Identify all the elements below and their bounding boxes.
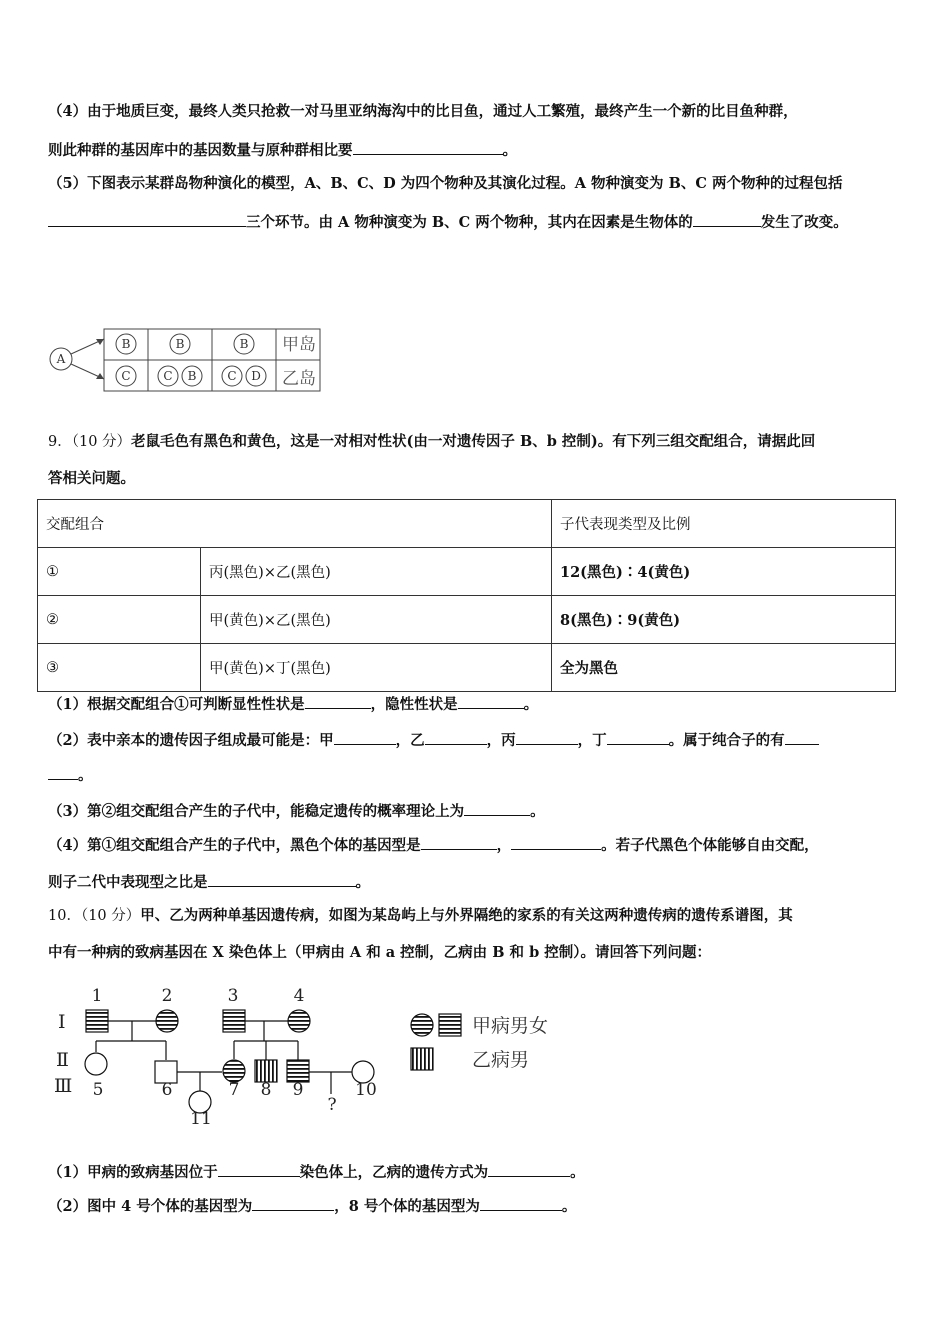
island-label-yi: 乙岛 (282, 369, 316, 389)
species-label: C (121, 369, 131, 383)
question-number: 10．（10 分） (48, 908, 141, 924)
table-row (38, 596, 896, 644)
generation-label: Ⅱ (56, 1049, 69, 1071)
species-label: C (163, 369, 173, 383)
individual-number: 3 (227, 986, 239, 1006)
answer-blank[interactable] (693, 212, 761, 227)
answer-blank[interactable] (458, 694, 524, 709)
individual-4-affected-female (288, 1010, 310, 1032)
answer-blank[interactable] (421, 835, 497, 850)
answer-blank[interactable] (516, 730, 578, 745)
table-header-cross: 交配组合 (38, 500, 552, 548)
legend-disease1-female-icon (411, 1014, 433, 1036)
answer-blank[interactable] (252, 1196, 334, 1211)
answer-blank[interactable] (48, 765, 78, 780)
q9-sub3: （3）第②组交配组合产生的子代中，能稳定遗传的概率理论上为 。 (48, 803, 545, 820)
species-label: B (175, 337, 185, 351)
q9-sub1: （1）根据交配组合①可判断显性性状是 ，隐性性状是 。 (48, 696, 539, 713)
individual-number: 10 (355, 1080, 377, 1100)
row-result: 8(黑色)∶9(黄色) (552, 596, 896, 644)
row-id: ② (38, 596, 201, 644)
q9-sub2: （2）表中亲本的遗传因子组成最可能是：甲 ，乙 ，丙 ，丁 。属于纯合子的有 (48, 730, 819, 751)
answer-blank[interactable] (607, 730, 669, 745)
q9-stem-line1: 9．（10 分）老鼠毛色有黑色和黄色，这是一对相对性状(由一对遗传因子 B、b 控制)。有下列三组交配组合，请据此回 (48, 433, 816, 450)
table-header-row (38, 500, 896, 548)
table-header-result: 子代表现类型及比例 (552, 500, 896, 548)
row-cross: 甲(黄色)×丁(黑色) (201, 644, 552, 692)
q10-sub2: （2）图中 4 号个体的基因型为 ，8 号个体的基因型为 。 (48, 1198, 577, 1215)
question-number: 9．（10 分） (48, 434, 132, 450)
answer-blank[interactable] (425, 730, 487, 745)
answer-blank[interactable] (464, 801, 530, 816)
unknown-offspring-mark: ? (327, 1095, 337, 1115)
individual-number: 11 (190, 1109, 212, 1129)
q9-sub2-cont: 。 (48, 765, 93, 786)
answer-blank[interactable] (480, 1196, 562, 1211)
individual-7-affected-female (223, 1060, 245, 1082)
generation-label: Ⅲ (54, 1075, 73, 1097)
individual-9-affected-male (287, 1060, 309, 1082)
individual-number: 8 (260, 1080, 272, 1100)
individual-number: 9 (292, 1080, 304, 1100)
q8-part4-line1: （4）由于地质巨变，最终人类只抢救一对马里亚纳海沟中的比目鱼，通过人工繁殖，最终产生一个新的比目鱼种群， (48, 103, 798, 120)
species-label: D (251, 369, 261, 383)
individual-1-affected-male (86, 1010, 108, 1032)
cross-table (37, 499, 896, 692)
legend-disease2-male-icon (411, 1048, 433, 1070)
row-cross: 甲(黄色)×乙(黑色) (201, 596, 552, 644)
generation-label: Ⅰ (58, 1011, 66, 1033)
individual-2-affected-female (156, 1010, 178, 1032)
individual-8-disease2-male (255, 1060, 277, 1082)
row-id: ① (38, 548, 201, 596)
row-id: ③ (38, 644, 201, 692)
q10-sub1: （1）甲病的致病基因位于 染色体上，乙病的遗传方式为 。 (48, 1164, 585, 1181)
row-cross: 丙(黑色)×乙(黑色) (201, 548, 552, 596)
row-result: 全为黑色 (552, 644, 896, 692)
answer-blank[interactable] (305, 694, 371, 709)
q8-part4-line2: 则此种群的基因库中的基因数量与原种群相比要 。 (48, 142, 517, 159)
answer-blank[interactable] (488, 1162, 570, 1177)
answer-blank[interactable] (208, 872, 356, 887)
legend-disease1-male-icon (439, 1014, 461, 1036)
row-result: 12(黑色)∶4(黄色) (552, 548, 896, 596)
species-label: B (239, 337, 249, 351)
answer-blank[interactable] (48, 212, 246, 227)
species-label: B (187, 369, 197, 383)
answer-blank[interactable] (353, 140, 503, 155)
island-label-jia: 甲岛 (282, 335, 316, 355)
answer-blank[interactable] (218, 1162, 300, 1177)
q9-sub4-line1: （4）第①组交配组合产生的子代中，黑色个体的基因型是 ， 。若子代黑色个体能够自由交配， (48, 837, 819, 854)
q9-stem-line2: 答相关问题。 (48, 470, 135, 487)
q9-sub4-line2: 则子二代中表现型之比是 。 (48, 874, 370, 891)
individual-5-normal-female (85, 1053, 107, 1075)
individual-number: 7 (228, 1080, 240, 1100)
q10-stem-line1: 10．（10 分）甲、乙为两种单基因遗传病，如图为某岛屿上与外界隔绝的家系的有关这两种遗传病的遗传系谱图，其 (48, 907, 793, 924)
pedigree-chart (48, 980, 588, 1130)
table-row (38, 548, 896, 596)
species-label: B (121, 337, 131, 351)
individual-number: 6 (161, 1080, 173, 1100)
answer-blank[interactable] (785, 730, 819, 745)
species-label: C (227, 369, 237, 383)
q10-stem-line2: 中有一种病的致病基因在 X 染色体上（甲病由 A 和 a 控制，乙病由 B 和 b 控制）。请回答下列问题： (48, 944, 712, 961)
individual-number: 5 (92, 1080, 104, 1100)
legend-disease1-label: 甲病男女 (472, 1015, 549, 1037)
individual-number: 2 (161, 986, 173, 1006)
answer-blank[interactable] (334, 730, 396, 745)
answer-blank[interactable] (511, 835, 601, 850)
individual-number: 1 (91, 986, 103, 1006)
q8-part5-line2: 三个环节。由 A 物种演变为 B、C 两个物种，其内在因素是生物体的 发生了改变。 (48, 212, 848, 233)
individual-number: 4 (293, 986, 305, 1006)
legend-disease2-label: 乙病男 (472, 1049, 530, 1071)
species-label: A (56, 352, 66, 366)
q8-part5-line1: （5）下图表示某群岛物种演化的模型，A、B、C、D 为四个物种及其演化过程。A 物种演变为 B、C 两个物种的过程包括 (48, 175, 843, 192)
island-speciation-diagram (44, 327, 344, 397)
table-row (38, 644, 896, 692)
individual-3-affected-male (223, 1010, 245, 1032)
